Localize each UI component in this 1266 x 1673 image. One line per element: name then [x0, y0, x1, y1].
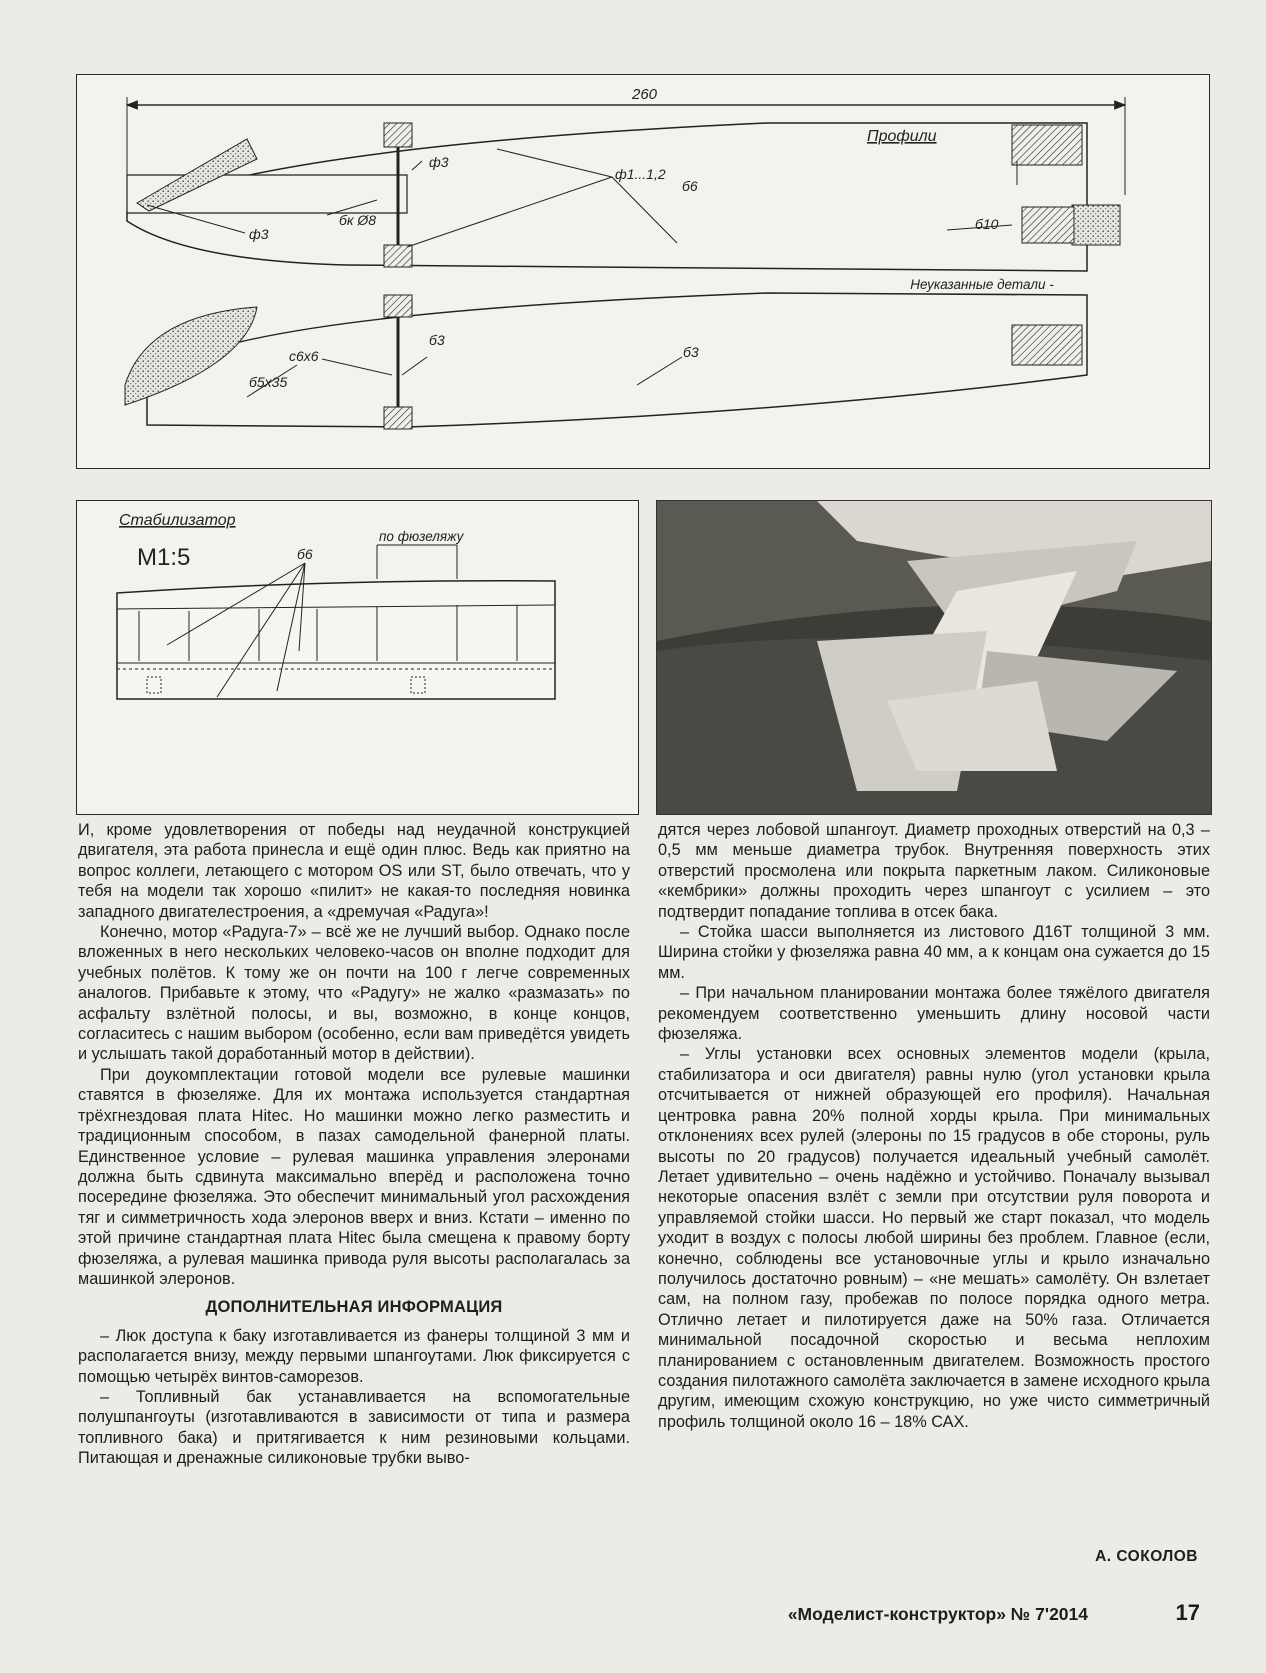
- stab-fuselage-label: по фюзеляжу: [379, 529, 464, 544]
- article-paragraph: – Углы установки всех основных элементов модели (крыла, стабилизатора и оси двигателя) равны нулю (угол установки крыла отсчитывается от нижней образующей его профиля). Начальная центровка равна 20% полной хорды крыла. При минимальных отклонениях всех рулей (элероны по 15 градусов в обе стороны, руль высоты по 20 градусов) получается идеальный учебный самолёт. Летает удивительно – очень надёжно и устойчиво. Поначалу вызывал некоторые опасения взлёт с земли при отсутствии руля поворота и управляемой стойки шасси. Но первый же старт показал, что модель уходит в воздух с полосы любой ширины без проблем. Главное (если, конечно, соблюдены все установочные углы и крыло изначально получилось достаточно ровным) – «не мешать» самолёту. Он взлетает сам, на полном газу, пробежав по полосе порядка одного метра. Отлично летает и пилотируется даже на 50% газа. Отличается минимальной посадочной скоростью и весьма неплохим планированием с остановленным двигателем. Возможность простого создания пилотажного самолёта заключается в замене исходного крыла другим, имеющим схожую конструкцию, но уже чисто симметричный профиль толщиной около 16 – 18% САХ.: [658, 1045, 1210, 1431]
- author-name: А. СОКОЛОВ: [1095, 1548, 1198, 1565]
- magazine-title: «Моделист-конструктор» № 7'2014: [787, 1604, 1088, 1624]
- section-heading: ДОПОЛНИТЕЛЬНАЯ ИНФОРМАЦИЯ: [205, 1298, 503, 1317]
- page-number: 17: [1175, 1600, 1200, 1625]
- article-paragraph: И, кроме удовлетворения от победы над неудачной конструкцией двигателя, эта работа принесла и ещё один плюс. Ведь как приятно на вопрос коллеги, летающего с мотором OS или ST, было отвечать, что у тебя на модели так хорошо «пилит» не какая-то последняя новинка западного двигателестроения, а «дремучая «Радуга»!: [78, 821, 630, 921]
- model-photo-svg: [657, 501, 1211, 814]
- article-paragraph: – Стойка шасси выполняется из листового Д16Т толщиной 3 мм. Ширина стойки у фюзеляжа равна 40 мм, а к концам она сужается до 15 мм.: [658, 923, 1210, 982]
- label-phi3-upper: ф3: [429, 154, 449, 170]
- label-b3-right: б3: [683, 344, 699, 360]
- label-b10: б10: [975, 216, 999, 232]
- stabilizer-drawing: [76, 500, 639, 815]
- stab-outline: [117, 581, 555, 699]
- label-s6x6: с6х6: [289, 348, 319, 364]
- article-column-1: [78, 820, 630, 1469]
- article-column-2: [658, 820, 1210, 1432]
- fuselage-drawing-svg: [77, 75, 1209, 468]
- note-line-1: Неуказанные детали -: [910, 277, 1054, 292]
- article-paragraph: – Люк доступа к баку изготавливается из фанеры толщиной 3 мм и располагается внизу, между первыми шпангоутами. Люк фиксируется с помощью четырёх винтов-саморезов.: [78, 1326, 630, 1386]
- label-bk-d8: бк Ø8: [339, 212, 377, 228]
- label-b5x35: б5х35: [249, 374, 288, 390]
- label-phi1-12: ф1...1,2: [615, 166, 666, 182]
- article-paragraph: дятся через лобовой шпангоут. Диаметр проходных отверстий на 0,3 – 0,5 мм меньше диаметра трубок. Внутренняя поверхность этих отверстий просмолена или покрыта паркетным лаком. Силиконовые «кембрики» должны проходить через шпангоут с усилием – это подтвердит попадание топлива в отсек бака.: [658, 821, 1210, 921]
- dimension-260: 260: [632, 86, 658, 103]
- stabilizer-drawing-svg: [77, 501, 638, 814]
- article-paragraph: – Топливный бак устанавливается на вспомогательные полушпангоуты (изготавливаются в зависимости от типа и размера топливного бака) и притягивается к ним резиновыми кольцами. Питающая и дренажные силиконовые трубки выво-: [78, 1387, 630, 1468]
- label-b6: б6: [682, 178, 698, 194]
- label-profiles: Профили: [867, 128, 937, 145]
- article-paragraph: При доукомплектации готовой модели все рулевые машинки ставятся в фюзеляже. Для их монтажа используется стандартная трёхгнездовая плата Hitec. Но машинки можно легко разместить и традиционным способом, в пазах самодельной фанерной платы. Единственное условие – рулевая машинка управления элеронами должна быть сдвинута максимально вперёд и расположена точно посередине фюзеляжа. Это обеспечит минимальный угол расхождения тяг и симметричность хода элеронов вверх и вниз. Кстати – именно по этой причине стандартная плата Hitec была смещена к правому борту фюзеляжа, а рулевая машинка привода руля высоты располагалась за машинкой элеронов.: [78, 1065, 630, 1288]
- article-paragraph: – При начальном планировании монтажа более тяжёлого двигателя рекомендуем соответственно уменьшить длину носовой части фюзеляжа.: [658, 984, 1210, 1044]
- article-paragraph: Конечно, мотор «Радуга-7» – всё же не лучший выбор. Однако после вложенных в него нескольких человеко-часов он вполне подходит для учебных полётов. К тому же он почти на 100 г легче современных аналогов. Прибавьте к этому, что «Радугу» не жалко «размазать» по асфальту взлётной полосы, и вы, возможно, в конце концов, согласитесь с нашим выбором (особенно, если вам приведётся увидеть и услышать такой доработанный мотор в действии).: [78, 923, 630, 1064]
- model-photo: [656, 500, 1212, 815]
- stab-label-b6: б6: [297, 546, 313, 562]
- stab-scale: М1:5: [137, 544, 191, 571]
- label-b3-left: б3: [429, 332, 445, 348]
- fuselage-drawing: [76, 74, 1210, 469]
- stab-title: Стабилизатор: [119, 512, 236, 529]
- fuselage-top-outline: [147, 293, 1087, 427]
- label-phi3-lower: ф3: [249, 226, 269, 242]
